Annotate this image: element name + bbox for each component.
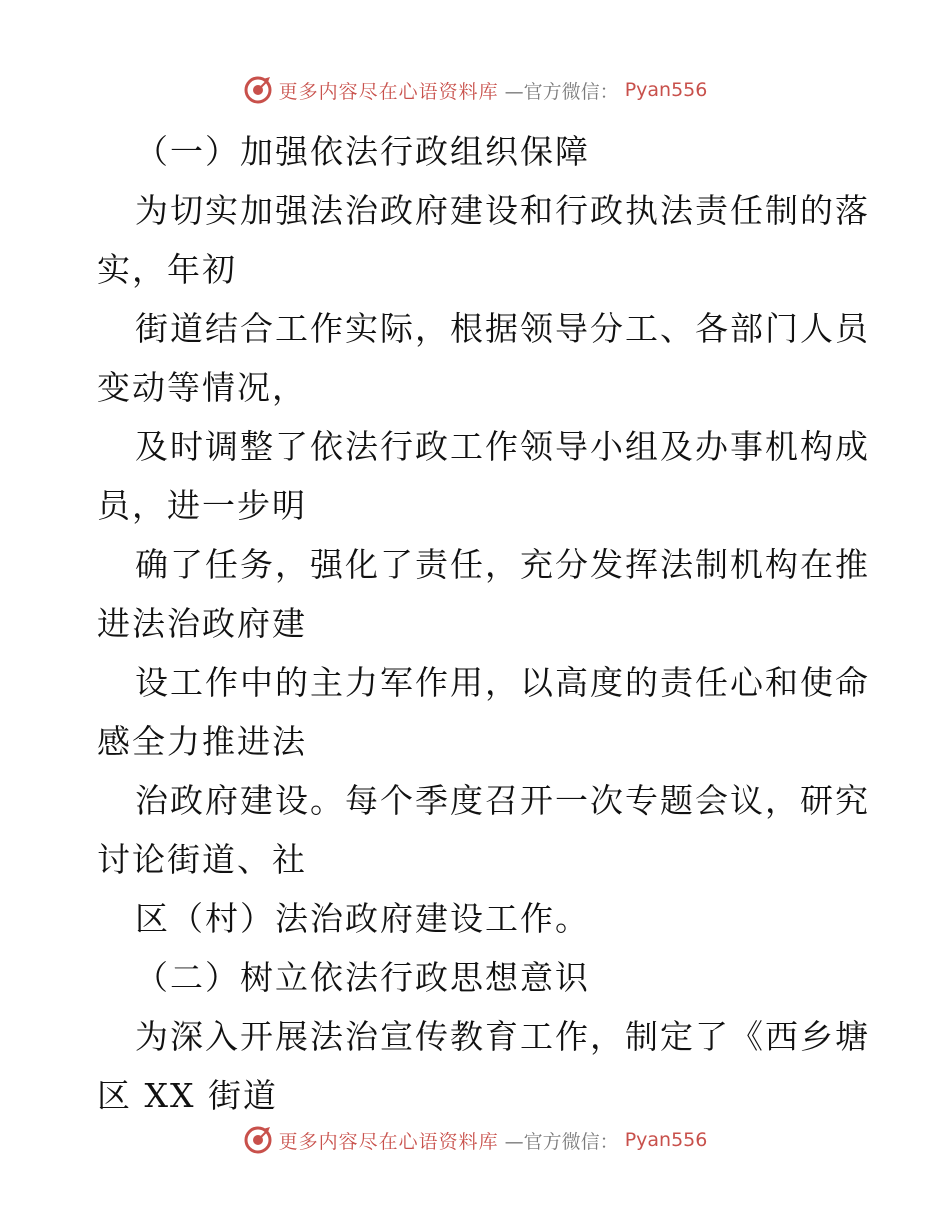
text-line: 治政府建设。每个季度召开一次专题会议，研究 (135, 781, 870, 820)
text-line: 变动等情况， (97, 368, 307, 407)
watermark-handle: Pyan556 (624, 1129, 708, 1151)
text-line: 为深入开展法治宣传教育工作，制定了《西乡塘 (135, 1017, 870, 1056)
watermark-text: 更多内容尽在心语资料库 (278, 1130, 499, 1153)
quill-seal-logo-icon (243, 1125, 273, 1155)
text-line: 区 XX 街道 (97, 1076, 278, 1115)
quill-seal-logo-icon (243, 75, 273, 105)
text-line: 进法治政府建 (97, 604, 307, 643)
text-line: 设工作中的主力军作用，以高度的责任心和使命 (135, 663, 870, 702)
watermark-text: 更多内容尽在心语资料库 (278, 80, 499, 103)
header-watermark (0, 70, 950, 110)
text-line: 员，进一步明 (97, 486, 307, 525)
watermark-separator: —官方微信： (504, 80, 619, 103)
text-line: 感全力推进法 (97, 722, 307, 761)
text-line: 确了任务，强化了责任，充分发挥法制机构在推 (135, 545, 870, 584)
text-line: 为切实加强法治政府建设和行政执法责任制的落 (135, 191, 870, 230)
watermark-handle: Pyan556 (624, 79, 708, 101)
text-line: 及时调整了依法行政工作领导小组及办事机构成 (135, 427, 870, 466)
text-line: 讨论街道、社 (97, 840, 307, 879)
text-line: （二）树立依法行政思想意识 (135, 958, 590, 997)
document-body (97, 122, 870, 1125)
watermark-separator: —官方微信： (504, 1130, 619, 1153)
footer-watermark (0, 1120, 950, 1160)
text-line: 实，年初 (97, 250, 237, 289)
text-line: （一）加强依法行政组织保障 (135, 132, 590, 171)
text-line: 街道结合工作实际，根据领导分工、各部门人员 (135, 309, 870, 348)
text-line: 区（村）法治政府建设工作。 (135, 899, 590, 938)
